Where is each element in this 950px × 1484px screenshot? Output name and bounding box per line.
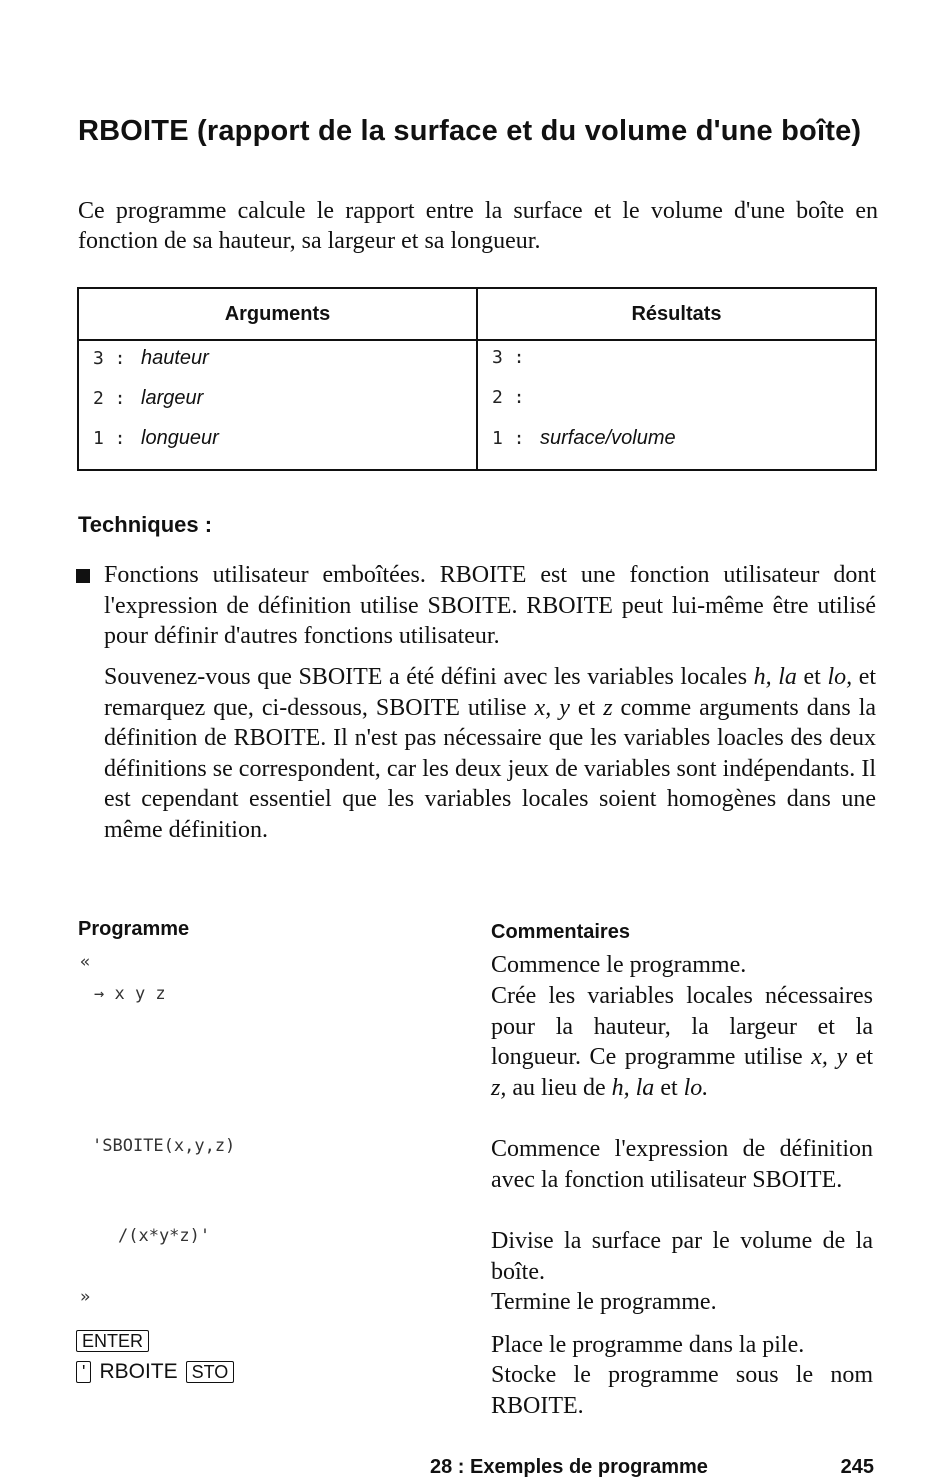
comment-4: Divise la surface par le volume de la boîte. bbox=[491, 1228, 873, 1285]
program-line: « bbox=[80, 952, 91, 972]
result-row bbox=[492, 347, 875, 387]
argument-text: hauteur bbox=[141, 347, 209, 369]
arguments-cell bbox=[78, 340, 477, 470]
page-title: RBOITE (rapport de la surface et du volume d'une boîte) bbox=[78, 115, 862, 147]
comment-1: Commence le programme. bbox=[491, 952, 747, 978]
comment-3: Commence l'expression de définition avec la fonction utilisateur SBOITE. bbox=[491, 1136, 873, 1193]
stack-level: 1 : bbox=[93, 428, 126, 449]
comment-7: Stocke le programme sous le nom RBOITE. bbox=[491, 1362, 873, 1419]
comment-2: Crée les variables locales nécessaires pour la hauteur, la largeur et la longueur. Ce programme utilise x, y et z, au lieu de h, la et lo. bbox=[491, 983, 874, 1101]
page-number: 245 bbox=[840, 1456, 874, 1478]
var-lo: lo, bbox=[827, 664, 853, 690]
argument-row bbox=[93, 427, 476, 467]
program-name: RBOITE bbox=[99, 1360, 178, 1383]
argument-row bbox=[93, 387, 476, 427]
var-z: z bbox=[603, 694, 613, 721]
intro-paragraph: Ce programme calcule le rapport entre la surface et le volume d'une boîte en fonction de sa hauteur, sa largeur et sa longueur. bbox=[78, 198, 878, 254]
program-line: » bbox=[80, 1287, 91, 1307]
argument-text: largeur bbox=[141, 387, 204, 409]
result-row bbox=[492, 387, 875, 427]
stack-level: 3 : bbox=[492, 347, 525, 368]
result-row bbox=[492, 427, 875, 467]
argument-row bbox=[93, 347, 476, 387]
arguments-results-table bbox=[77, 287, 877, 471]
stack-level: 1 : bbox=[492, 428, 525, 449]
program-heading: Programme bbox=[78, 918, 190, 940]
comment-5: Termine le programme. bbox=[491, 1289, 717, 1315]
var-h: h, bbox=[753, 664, 772, 690]
quote-key: ' bbox=[76, 1361, 91, 1383]
stack-level: 2 : bbox=[93, 388, 126, 409]
techniques-paragraph: Souvenez-vous que SBOITE a été défini avec les variables locales h, la et lo, et remarquez que, ci-dessous, SBOITE utilise x, y et z comme arguments dans la définition de RBOITE. Il n'est pas nécessaire que les variables loacles des deux définitions se correspondent, car les deux jeux de variables sont indépendants. Il est cependant essentiel que les variables locales soient homogènes dans une même définition. bbox=[104, 664, 877, 843]
enter-keystroke bbox=[76, 1330, 149, 1352]
arguments-header: Arguments bbox=[78, 288, 477, 340]
stack-level: 2 : bbox=[492, 387, 525, 408]
results-cell bbox=[477, 340, 876, 470]
var-x: x, bbox=[534, 694, 552, 721]
chapter-title: 28 : Exemples de programme bbox=[430, 1456, 708, 1478]
program-line: 'SBOITE(x,y,z) bbox=[92, 1136, 236, 1156]
program-line: → x y z bbox=[94, 984, 166, 1004]
bullet-square-icon bbox=[76, 569, 90, 583]
var-la: la bbox=[778, 664, 797, 690]
program-line: /(x*y*z)' bbox=[118, 1226, 211, 1246]
comment-6: Place le programme dans la pile. bbox=[491, 1332, 805, 1358]
enter-key: ENTER bbox=[76, 1330, 149, 1352]
techniques-bullet-text: Fonctions utilisateur emboîtées. RBOITE est une fonction utilisateur dont l'expression de définition utilise SBOITE. RBOITE peut lui-même être utilisé pour définir d'autres fonctions utilisateur. bbox=[104, 562, 876, 649]
result-text: surface/volume bbox=[540, 427, 676, 449]
stack-level: 3 : bbox=[93, 348, 126, 369]
sto-key: STO bbox=[186, 1361, 235, 1383]
var-y: y bbox=[559, 694, 570, 721]
results-header: Résultats bbox=[477, 288, 876, 340]
techniques-heading: Techniques : bbox=[78, 512, 213, 537]
comments-heading: Commentaires bbox=[491, 921, 630, 943]
store-keystrokes bbox=[76, 1360, 234, 1384]
page-footer bbox=[430, 1456, 874, 1479]
argument-text: longueur bbox=[141, 427, 219, 449]
